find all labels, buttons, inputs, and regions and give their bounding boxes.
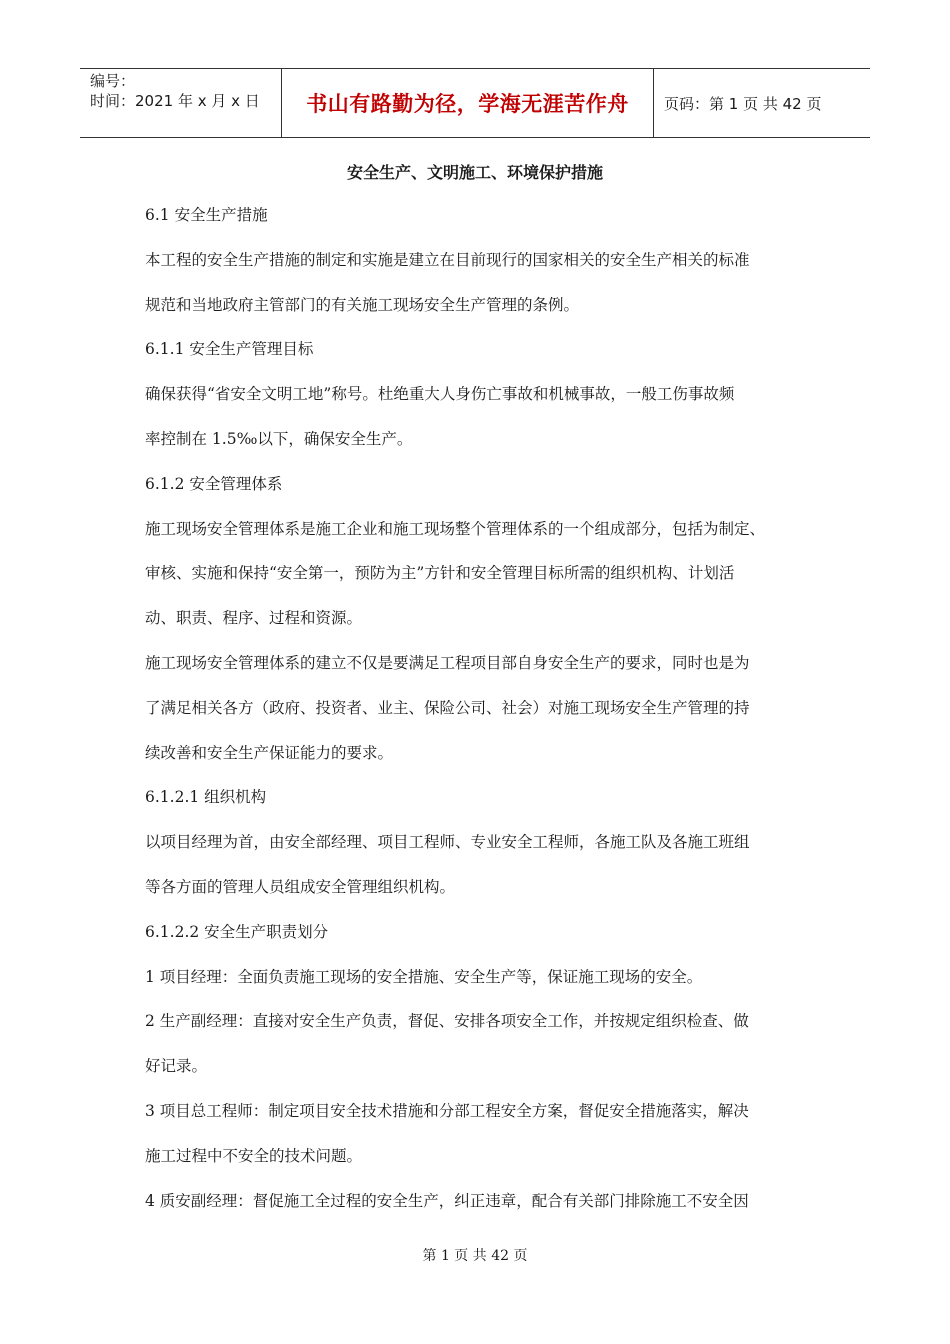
- motto: 书山有路勤为径，学海无涯苦作舟: [281, 69, 654, 137]
- paragraph-line: 规范和当地政府主管部门的有关施工现场安全生产管理的条例。: [145, 295, 580, 314]
- paragraph-line: 2 生产副经理：直接对安全生产负责，督促、安排各项安全工作，并按规定组织检查、做: [145, 1012, 749, 1031]
- paragraph-line: 审核、实施和保持“安全第一，预防为主”方针和安全管理目标所需的组织机构、计划活: [145, 564, 735, 583]
- document-title: 安全生产、文明施工、环境保护措施: [346, 163, 603, 182]
- header-meta-cell: [80, 69, 281, 137]
- document-body: [145, 201, 815, 1231]
- section-heading: 6.1 安全生产措施: [145, 206, 268, 224]
- document-header: [80, 68, 870, 138]
- paragraph-line: 3 项目总工程师：制定项目安全技术措施和分部工程安全方案，督促安全措施落实，解决: [145, 1101, 749, 1120]
- section-heading: 6.1.2 安全管理体系: [145, 474, 283, 493]
- paragraph-line: 1 项目经理：全面负责施工现场的安全措施、安全生产等，保证施工现场的安全。: [145, 967, 703, 986]
- page-info: 页码：第 1 页 共 42 页: [664, 94, 822, 113]
- paragraph-line: 本工程的安全生产措施的制定和实施是建立在目前现行的国家相关的安全生产相关的标准: [145, 250, 750, 269]
- paragraph-line: 以项目经理为首，由安全部经理、项目工程师、专业安全工程师，各施工队及各施工班组: [145, 833, 750, 852]
- section-heading: 6.1.1 安全生产管理目标: [145, 340, 314, 359]
- paragraph-line: 动、职责、程序、过程和资源。: [145, 609, 363, 628]
- paragraph-line: 施工过程中不安全的技术问题。: [145, 1146, 363, 1165]
- paragraph-line: 确保获得“省安全文明工地”称号。杜绝重大人身伤亡事故和机械事故，一般工伤事故频: [145, 385, 735, 404]
- section-heading: 6.1.2.1 组织机构: [145, 788, 267, 807]
- paragraph-line: 施工现场安全管理体系是施工企业和施工现场整个管理体系的一个组成部分，包括为制定、: [145, 519, 766, 538]
- paragraph-line: 好记录。: [145, 1057, 208, 1076]
- paragraph-line: 4 质安副经理：督促施工全过程的安全生产，纠正违章，配合有关部门排除施工不安全因: [145, 1191, 749, 1210]
- paragraph-line: 了满足相关各方（政府、投资者、业主、保险公司、社会）对施工现场安全生产管理的持: [145, 698, 750, 717]
- section-heading: 6.1.2.2 安全生产职责划分: [145, 922, 329, 941]
- number-label: 编号：: [90, 72, 136, 90]
- time-label: 时间：2021 年 x 月 x 日: [90, 92, 260, 110]
- page-footer: 第 1 页 共 42 页: [422, 1248, 528, 1264]
- paragraph-line: 施工现场安全管理体系的建立不仅是要满足工程项目部自身安全生产的要求，同时也是为: [145, 653, 750, 672]
- paragraph-line: 率控制在 1.5‰以下，确保安全生产。: [145, 429, 413, 448]
- paragraph-line: 等各方面的管理人员组成安全管理组织机构。: [145, 877, 456, 896]
- paragraph-line: 续改善和安全生产保证能力的要求。: [145, 743, 394, 762]
